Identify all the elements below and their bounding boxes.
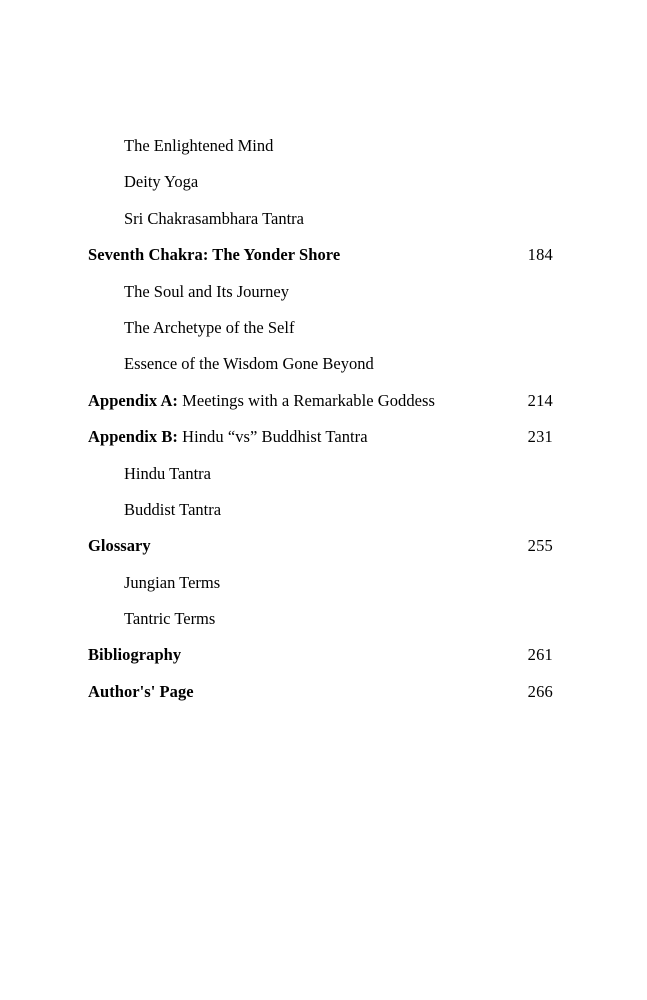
toc-entry-title: Hindu “vs” Buddhist Tantra [177, 427, 368, 447]
toc-entry-label: Essence of the Wisdom Gone Beyond [124, 354, 374, 374]
toc-chapter-row[interactable] [88, 237, 553, 273]
toc-entry-label: The Enlightened Mind [124, 136, 274, 155]
toc-entry-label: Hindu Tantra [124, 463, 211, 483]
toc-chapter-row[interactable] [88, 419, 553, 455]
toc-subentry-row[interactable] [88, 492, 553, 528]
toc-page-number: 266 [527, 681, 553, 701]
toc-entry-label: Seventh Chakra: The Yonder Shore [88, 245, 341, 265]
toc-chapter-row[interactable] [88, 528, 553, 564]
toc-entry-lead: Appendix A: [88, 390, 178, 410]
toc-entry-label: The Soul and Its Journey [124, 281, 289, 301]
toc-chapter-row[interactable] [88, 383, 553, 419]
toc-chapter-row[interactable] [88, 637, 553, 673]
toc-entry-label: Tantric Terms [124, 609, 216, 629]
toc-subentry-row[interactable] [88, 601, 553, 637]
toc-subentry-row[interactable] [88, 456, 553, 492]
toc-page-number: 231 [527, 427, 553, 447]
toc-page-number: 184 [527, 245, 553, 265]
toc-entry-label: Glossary [88, 536, 151, 556]
toc-entry-label [88, 383, 519, 419]
toc-subentry-row[interactable] [88, 201, 553, 237]
toc-entry-label: The Archetype of the Self [124, 317, 295, 337]
toc-subentry-row[interactable] [88, 346, 553, 382]
toc-page-number: 255 [527, 536, 553, 556]
table-of-contents [88, 128, 553, 710]
toc-subentry-row[interactable] [88, 310, 553, 346]
toc-entry-label: Deity Yoga [124, 172, 199, 192]
toc-entry-lead: Appendix B: [88, 427, 178, 447]
toc-entry-label [88, 419, 519, 455]
toc-page-number: 214 [527, 390, 553, 410]
toc-entry-label: Sri Chakrasambhara Tantra [124, 208, 304, 228]
toc-subentry-row[interactable] [88, 274, 553, 310]
toc-subentry-row[interactable] [88, 164, 553, 200]
toc-subentry-row[interactable] [88, 128, 553, 164]
toc-entry-title: Meetings with a Remarkable Goddess [177, 390, 435, 410]
toc-entry-label: Bibliography [88, 645, 182, 665]
toc-page-number: 261 [527, 645, 553, 665]
toc-entry-label: Author's' Page [88, 681, 194, 701]
toc-entry-label: Jungian Terms [124, 572, 221, 592]
toc-subentry-row[interactable] [88, 565, 553, 601]
toc-chapter-row[interactable] [88, 674, 553, 710]
toc-entry-label: Buddist Tantra [124, 499, 222, 519]
